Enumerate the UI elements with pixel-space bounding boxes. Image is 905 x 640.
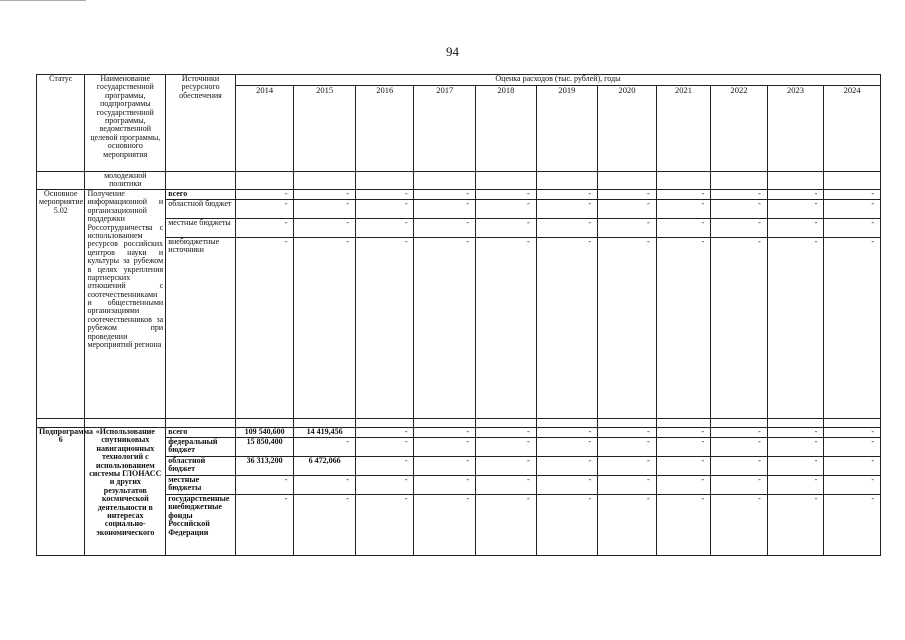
value-cell: - [711, 476, 768, 495]
s502-name: Получение информационной и организационной поддержки Россотрудничества с использованием ресурсов российских центров науки и культуры за рубежом в целях укрепления партнерских отношений с соотечественниками и общественными организациями соотечественников за рубежом при проведении мероприятий региона [85, 190, 166, 419]
value-cell: - [711, 495, 768, 556]
value-cell: - [656, 238, 711, 419]
value-cell: - [294, 438, 356, 457]
value-cell: - [235, 238, 294, 419]
name-tail: молодежной политики [85, 172, 166, 190]
value-cell: - [711, 238, 768, 419]
spacer-row [37, 419, 881, 428]
value-cell: - [414, 457, 476, 476]
value-cell: - [235, 219, 294, 238]
year-header: 2017 [414, 86, 476, 172]
year-header: 2020 [598, 86, 657, 172]
header-sources: Источники ресурсного обеспечения [166, 75, 236, 172]
value-cell: - [536, 238, 598, 419]
empty-cell [235, 172, 294, 190]
value-cell: - [656, 428, 711, 438]
value-cell: - [355, 428, 414, 438]
value-cell: - [414, 438, 476, 457]
year-header: 2015 [294, 86, 356, 172]
value-cell: - [656, 438, 711, 457]
value-cell: - [598, 200, 657, 219]
value-cell: - [767, 219, 824, 238]
value-cell: - [767, 190, 824, 200]
value-cell: - [536, 495, 598, 556]
value-cell: - [414, 495, 476, 556]
value-cell: - [824, 219, 881, 238]
value-cell: - [536, 438, 598, 457]
value-cell: - [414, 476, 476, 495]
year-header: 2022 [711, 86, 768, 172]
value-cell: - [355, 476, 414, 495]
sub6-name: «Использование спутниковых навигационных технологий с использованием системы ГЛОНАСС и других результатов космической деятельности в интересах социально-экономического [85, 428, 166, 556]
value-cell: - [598, 476, 657, 495]
value-cell: 15 850,400 [235, 438, 294, 457]
source-label: областной бюджет [166, 200, 236, 219]
sub6-status: Подпрограмма 6 [37, 428, 85, 556]
value-cell: - [767, 238, 824, 419]
empty-cell [711, 172, 768, 190]
value-cell: - [476, 200, 537, 219]
value-cell: - [536, 190, 598, 200]
value-cell: - [598, 428, 657, 438]
year-header: 2018 [476, 86, 537, 172]
value-cell: - [598, 219, 657, 238]
value-cell: - [598, 495, 657, 556]
scan-artifact [0, 0, 86, 3]
value-cell: - [711, 457, 768, 476]
year-header: 2021 [656, 86, 711, 172]
value-cell: - [824, 238, 881, 419]
value-cell: - [355, 219, 414, 238]
value-cell: 36 313,200 [235, 457, 294, 476]
value-cell: - [598, 238, 657, 419]
value-cell: - [656, 495, 711, 556]
year-header: 2023 [767, 86, 824, 172]
s502-status: Основное мероприятие 5.02 [37, 190, 85, 419]
value-cell: - [767, 495, 824, 556]
empty-cell [355, 172, 414, 190]
value-cell: - [355, 495, 414, 556]
source-label: федеральный бюджет [166, 438, 236, 457]
header-status: Статус [37, 75, 85, 172]
value-cell: - [536, 476, 598, 495]
value-cell: - [235, 495, 294, 556]
carry-over-row [37, 172, 881, 190]
year-header: 2016 [355, 86, 414, 172]
value-cell: - [824, 190, 881, 200]
value-cell: - [767, 476, 824, 495]
value-cell: - [355, 438, 414, 457]
value-cell: - [656, 457, 711, 476]
source-label: всего [166, 190, 236, 200]
source-label: местные бюджеты [166, 476, 236, 495]
value-cell: - [656, 190, 711, 200]
source-label: всего [166, 428, 236, 438]
value-cell: - [767, 428, 824, 438]
value-cell: - [476, 428, 537, 438]
value-cell: - [598, 190, 657, 200]
value-cell: - [355, 457, 414, 476]
value-cell: - [711, 190, 768, 200]
value-cell: - [235, 190, 294, 200]
year-header: 2019 [536, 86, 598, 172]
value-cell: - [824, 476, 881, 495]
value-cell: - [598, 438, 657, 457]
sub6-row-total [37, 428, 881, 438]
empty-cell [414, 172, 476, 190]
source-label: областной бюджет [166, 457, 236, 476]
empty-cell [294, 172, 356, 190]
value-cell: - [476, 219, 537, 238]
value-cell: - [355, 238, 414, 419]
source-label: государственные внебюджетные фонды Российской Федерации [166, 495, 236, 556]
value-cell: - [355, 190, 414, 200]
empty-cell [166, 172, 236, 190]
value-cell: - [414, 428, 476, 438]
value-cell: - [414, 190, 476, 200]
value-cell: 6 472,066 [294, 457, 356, 476]
value-cell: - [711, 438, 768, 457]
value-cell: - [536, 428, 598, 438]
empty-cell [824, 172, 881, 190]
value-cell: - [294, 495, 356, 556]
value-cell: - [656, 476, 711, 495]
value-cell: - [536, 219, 598, 238]
value-cell: - [414, 219, 476, 238]
expenditure-table [36, 74, 881, 556]
value-cell: - [235, 200, 294, 219]
value-cell: - [824, 200, 881, 219]
value-cell: 109 540,600 [235, 428, 294, 438]
value-cell: - [767, 457, 824, 476]
header-estimate: Оценка расходов (тыс. рублей), годы [235, 75, 880, 86]
empty-cell [476, 172, 537, 190]
value-cell: - [711, 428, 768, 438]
value-cell: - [711, 219, 768, 238]
year-header: 2014 [235, 86, 294, 172]
empty-cell [598, 172, 657, 190]
empty-cell [37, 172, 85, 190]
header-name: Наименование государственной программы, подпрограммы государственной программы, ведомственной целевой программы, основного мероприятия [85, 75, 166, 172]
value-cell: - [414, 238, 476, 419]
value-cell: - [476, 190, 537, 200]
value-cell: - [824, 495, 881, 556]
value-cell: - [824, 457, 881, 476]
empty-cell [656, 172, 711, 190]
value-cell: - [476, 495, 537, 556]
value-cell: - [294, 190, 356, 200]
value-cell: - [767, 200, 824, 219]
value-cell: - [476, 457, 537, 476]
value-cell: - [767, 438, 824, 457]
source-label: внебюджетные источники [166, 238, 236, 419]
value-cell: - [711, 200, 768, 219]
page-number: 94 [446, 44, 459, 59]
value-cell: - [355, 200, 414, 219]
value-cell: - [824, 428, 881, 438]
value-cell: - [294, 476, 356, 495]
value-cell: - [235, 476, 294, 495]
value-cell: - [476, 438, 537, 457]
source-label: местные бюджеты [166, 219, 236, 238]
value-cell: - [294, 200, 356, 219]
value-cell: - [536, 200, 598, 219]
value-cell: - [476, 476, 537, 495]
value-cell: - [414, 200, 476, 219]
value-cell: - [656, 200, 711, 219]
value-cell: - [476, 238, 537, 419]
value-cell: - [294, 238, 356, 419]
empty-cell [767, 172, 824, 190]
value-cell: - [598, 457, 657, 476]
header-row [37, 75, 881, 86]
value-cell: - [656, 219, 711, 238]
empty-cell [536, 172, 598, 190]
value-cell: - [294, 219, 356, 238]
value-cell: - [824, 438, 881, 457]
value-cell: - [536, 457, 598, 476]
s502-row-total [37, 190, 881, 200]
year-header: 2024 [824, 86, 881, 172]
value-cell: 14 419,456 [294, 428, 356, 438]
